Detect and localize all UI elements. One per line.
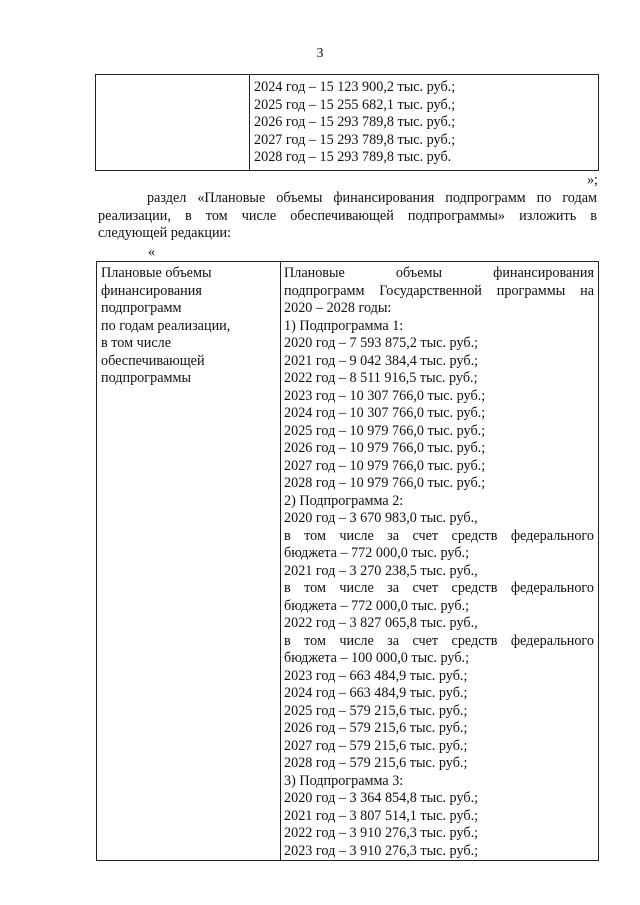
table1-line: 2028 год – 15 293 789,8 тыс. руб. bbox=[254, 149, 452, 165]
closing-quote: »; bbox=[586, 172, 598, 188]
funding-line: 2) Подпрограмма 2: bbox=[284, 492, 404, 509]
funding-line: 3) Подпрограмма 3: bbox=[284, 772, 404, 789]
funding-line: 1) Подпрограмма 1: bbox=[284, 317, 404, 334]
funding-line: бюджета – 100 000,0 тыс. руб.; bbox=[284, 650, 470, 666]
table1-right-cell bbox=[250, 75, 599, 171]
funding-line: 2028 год – 10 979 766,0 тыс. руб.; bbox=[284, 475, 486, 491]
funding-details-cell bbox=[281, 262, 599, 861]
table1-line: 2026 год – 15 293 789,8 тыс. руб.; bbox=[254, 114, 456, 130]
funding-line: 2023 год – 3 910 276,3 тыс. руб.; bbox=[284, 842, 479, 859]
section-title-line: в том числе bbox=[101, 335, 172, 351]
planned-funding-table bbox=[96, 261, 599, 861]
section-title-line: Плановые объемы bbox=[101, 265, 212, 281]
funding-line: 2021 год – 9 042 384,4 тыс. руб.; bbox=[284, 352, 479, 369]
funding-line: 2020 год – 3 670 983,0 тыс. руб., bbox=[284, 510, 478, 526]
funding-line: 2023 год – 10 307 766,0 тыс. руб.; bbox=[284, 387, 486, 404]
funding-table-continued bbox=[95, 74, 599, 171]
funding-line: в том числе за счет средств федерального bbox=[284, 632, 594, 649]
funding-line: 2026 год – 10 979 766,0 тыс. руб.; bbox=[284, 440, 486, 456]
funding-line: 2020 год – 7 593 875,2 тыс. руб.; bbox=[284, 335, 479, 351]
funding-line: 2027 год – 579 215,6 тыс. руб.; bbox=[284, 737, 468, 754]
section-title-line: обеспечивающей bbox=[101, 352, 205, 369]
funding-line: в том числе за счет средств федерального bbox=[284, 527, 594, 544]
funding-line: 2025 год – 579 215,6 тыс. руб.; bbox=[284, 702, 468, 719]
funding-line: 2020 – 2028 годы: bbox=[284, 300, 392, 316]
page-number: 3 bbox=[316, 46, 324, 61]
paragraph-line: раздел «Плановые объемы финансирования подпрограмм по годам bbox=[147, 190, 597, 206]
opening-quote: « bbox=[148, 244, 156, 260]
section-title-line: подпрограммы bbox=[101, 370, 191, 386]
funding-line: 2021 год – 3 270 238,5 тыс. руб., bbox=[284, 562, 478, 579]
table1-left-cell bbox=[96, 75, 250, 171]
funding-line: 2021 год – 3 807 514,1 тыс. руб.; bbox=[284, 807, 479, 824]
table1-line: 2025 год – 15 255 682,1 тыс. руб.; bbox=[254, 96, 456, 113]
funding-line: 2022 год – 3 827 065,8 тыс. руб., bbox=[284, 615, 478, 631]
paragraph-line: реализации, в том числе обеспечивающей подпрограммы» изложить в bbox=[98, 207, 597, 224]
table1-line: 2027 год – 15 293 789,8 тыс. руб.; bbox=[254, 131, 456, 148]
amendment-paragraph bbox=[98, 190, 597, 243]
section-title-line: финансирования bbox=[101, 282, 202, 299]
funding-line: 2022 год – 8 511 916,5 тыс. руб.; bbox=[284, 370, 478, 386]
funding-line: в том числе за счет средств федерального bbox=[284, 580, 594, 596]
funding-line: 2022 год – 3 910 276,3 тыс. руб.; bbox=[284, 825, 479, 841]
funding-line: бюджета – 772 000,0 тыс. руб.; bbox=[284, 597, 470, 614]
section-title-line: по годам реализации, bbox=[101, 317, 231, 334]
funding-line: бюджета – 772 000,0 тыс. руб.; bbox=[284, 545, 470, 561]
funding-line: подпрограмм Государственной программы на bbox=[284, 282, 594, 299]
funding-line: Плановые объемы финансирования bbox=[284, 265, 594, 281]
section-title-cell bbox=[97, 262, 281, 861]
funding-line: 2028 год – 579 215,6 тыс. руб.; bbox=[284, 755, 468, 771]
funding-line: 2026 год – 579 215,6 тыс. руб.; bbox=[284, 720, 468, 736]
funding-line: 2020 год – 3 364 854,8 тыс. руб.; bbox=[284, 790, 479, 806]
funding-line: 2024 год – 10 307 766,0 тыс. руб.; bbox=[284, 405, 486, 421]
funding-line: 2023 год – 663 484,9 тыс. руб.; bbox=[284, 667, 468, 684]
section-title-line: подпрограмм bbox=[101, 300, 182, 316]
funding-line: 2024 год – 663 484,9 тыс. руб.; bbox=[284, 685, 468, 701]
funding-line: 2027 год – 10 979 766,0 тыс. руб.; bbox=[284, 457, 486, 474]
paragraph-line: следующей редакции: bbox=[98, 225, 232, 241]
table1-line: 2024 год – 15 123 900,2 тыс. руб.; bbox=[254, 79, 456, 95]
funding-line: 2025 год – 10 979 766,0 тыс. руб.; bbox=[284, 422, 486, 439]
